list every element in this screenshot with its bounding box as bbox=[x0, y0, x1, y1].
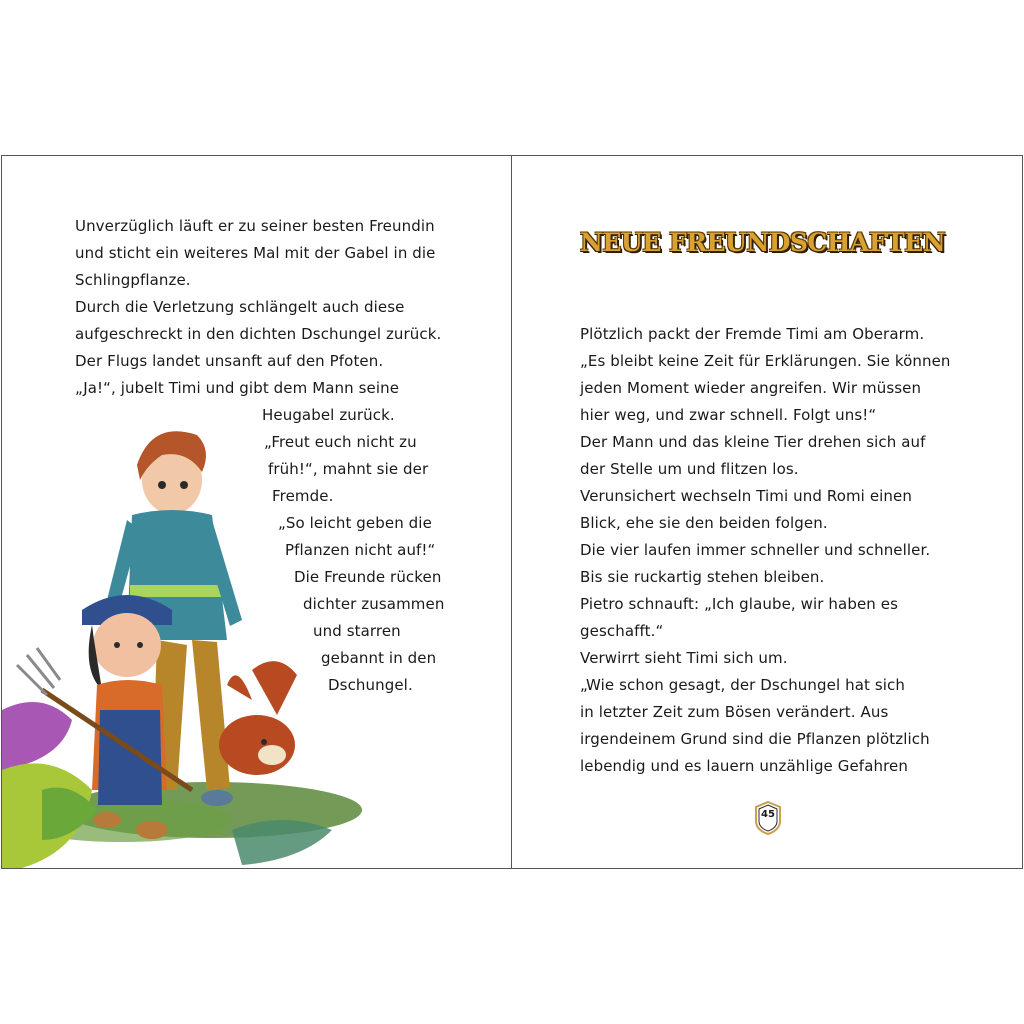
text-line: in letzter Zeit zum Bösen verändert. Aus bbox=[580, 703, 889, 721]
text-line: Unverzüglich läuft er zu seiner besten Freundin bbox=[75, 217, 435, 235]
purple-leaf bbox=[2, 702, 72, 770]
text-line: Blick, ehe sie den beiden folgen. bbox=[580, 514, 828, 532]
chapter-title: NEUE FREUNDSCHAFTEN bbox=[580, 228, 946, 257]
text-line: Dschungel. bbox=[328, 676, 413, 694]
text-line: jeden Moment wieder angreifen. Wir müssen bbox=[580, 379, 922, 397]
text-line: der Stelle um und flitzen los. bbox=[580, 460, 799, 478]
text-line: Schlingpflanze. bbox=[75, 271, 191, 289]
text-line: hier weg, und zwar schnell. Folgt uns!“ bbox=[580, 406, 877, 424]
text-line: dichter zusammen bbox=[303, 595, 445, 613]
text-line: „So leicht geben die bbox=[278, 514, 432, 532]
page-number: 45 bbox=[761, 809, 775, 820]
dark-leaf bbox=[232, 820, 332, 865]
text-line: aufgeschreckt in den dichten Dschungel zurück. bbox=[75, 325, 442, 343]
text-line: „Wie schon gesagt, der Dschungel hat sich bbox=[580, 676, 905, 694]
text-line: Pflanzen nicht auf!“ bbox=[285, 541, 436, 559]
text-line: Verunsichert wechseln Timi und Romi einen bbox=[580, 487, 912, 505]
text-line: früh!“, mahnt sie der bbox=[268, 460, 429, 478]
text-line: „Ja!“, jubelt Timi und gibt dem Mann seine bbox=[75, 379, 400, 397]
text-line: lebendig und es lauern unzählige Gefahren bbox=[580, 757, 908, 775]
text-line: Heugabel zurück. bbox=[262, 406, 395, 424]
text-line: Plötzlich packt der Fremde Timi am Oberarm. bbox=[580, 325, 925, 343]
text-line: gebannt in den bbox=[321, 649, 437, 667]
text-line: Pietro schnauft: „Ich glaube, wir haben es bbox=[580, 595, 898, 613]
text-line: Durch die Verletzung schlängelt auch diese bbox=[75, 298, 405, 316]
text-line: Die Freunde rücken bbox=[294, 568, 442, 586]
text-line: „Freut euch nicht zu bbox=[264, 433, 417, 451]
text-line: Die vier laufen immer schneller und schneller. bbox=[580, 541, 931, 559]
text-line: irgendeinem Grund sind die Pflanzen plötzlich bbox=[580, 730, 930, 748]
text-line: und sticht ein weiteres Mal mit der Gabel in die bbox=[75, 244, 436, 262]
text-line: und starren bbox=[313, 622, 401, 640]
text-line: Verwirrt sieht Timi sich um. bbox=[580, 649, 788, 667]
text-line: Der Flugs landet unsanft auf den Pfoten. bbox=[75, 352, 384, 370]
page-fold bbox=[511, 155, 512, 869]
text-line: Fremde. bbox=[272, 487, 334, 505]
text-line: Der Mann und das kleine Tier drehen sich auf bbox=[580, 433, 926, 451]
text-line: Bis sie ruckartig stehen bleiben. bbox=[580, 568, 825, 586]
text-line: „Es bleibt keine Zeit für Erklärungen. Sie können bbox=[580, 352, 951, 370]
text-line: geschafft.“ bbox=[580, 622, 664, 640]
fox-creature bbox=[219, 661, 297, 775]
